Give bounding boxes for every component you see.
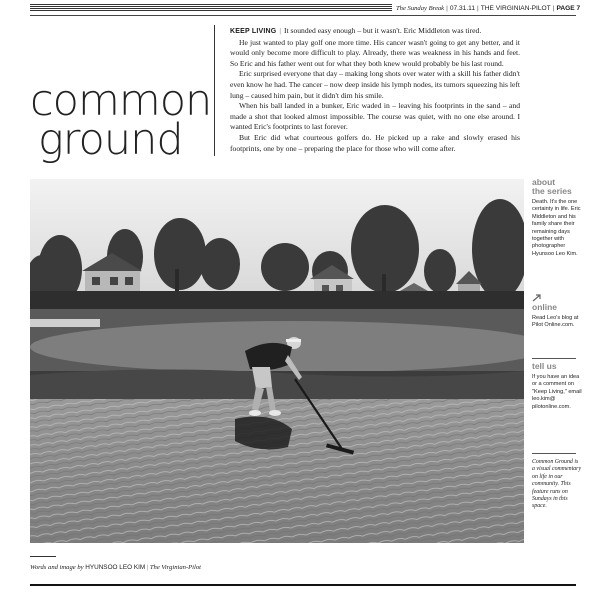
tellus-text: If you have an idea or a comment on "Keep Living," email leo.kim@ pilotonline.com. [532, 374, 582, 410]
story-paragraph: But Eric did what courteous golfers do. He picked up a rake and slowly erased his footprints, one by one – preparing the place for those who will come after. [230, 132, 520, 153]
header-stripes [30, 4, 392, 12]
story-paragraph: He just wanted to play golf one more time. His cancer wasn't going to get any better, and it would only become more difficult to play. Already, there was weakness in his hands and feet. So Eric and his father went out for what they both knew would probably be his last round. [230, 37, 520, 68]
online-text: Read Leo's blog at Pilot Online.com. [532, 315, 579, 329]
section-name: The Sunday Break [396, 5, 445, 12]
sidebar-about [532, 178, 582, 258]
credit-label: Words and image by [30, 564, 84, 571]
title-line-1: common [30, 76, 212, 126]
credit-org: The Virginian-Pilot [149, 564, 201, 571]
newspaper-name: THE VIRGINIAN-PILOT [480, 5, 551, 12]
page-title [30, 76, 212, 165]
credit-name: HYUNSOO LEO KIM [85, 564, 146, 571]
issue-date: 07.31.11 [449, 5, 476, 12]
story-text [230, 26, 520, 154]
story-paragraph: KEEP LIVING | It sounded easy enough – but it wasn't. Eric Middleton was tired. [230, 26, 482, 35]
header-rule [30, 15, 576, 16]
story-kicker: KEEP LIVING [230, 28, 277, 35]
golfer-raking-bunker-photo [30, 179, 524, 543]
story-paragraph: When his ball landed in a bunker, Eric waded in – leaving his footprints in the sand – and made a shot that looked almost impossible. The course was quiet, with no one else around. I wanted Eric's footprints to last forever. [230, 101, 520, 132]
about-heading: about [532, 177, 556, 187]
sidebar-divider [532, 358, 576, 359]
sidebar-series-note [532, 459, 582, 511]
feature-photo [30, 179, 524, 543]
arrow-icon [532, 294, 542, 302]
page-number: PAGE 7 [556, 5, 581, 12]
credit-rule [30, 556, 56, 557]
page-header: The Sunday Break | 07.31.11 | THE VIRGINIAN-PILOT | PAGE 7 [396, 5, 581, 12]
about-heading-2: the series [532, 186, 572, 196]
sidebar-divider [532, 453, 576, 454]
sidebar-tellus [532, 362, 582, 411]
story-paragraph: Eric surprised everyone that day – making long shots over water with a skill his father didn't even know he had. The cancer – now deep inside his lymph nodes, its tumors squeezing his left lung – caused him pain, but it didn't dim his smile. [230, 69, 520, 100]
sidebar-online [532, 294, 582, 330]
series-note-text: Common Ground is a visual commentary on life in our community. This feature runs on Sundays in this space. [532, 459, 582, 510]
about-text: Death. It's the one certainty in life. Eric Middleton and his family share their remaining days together with photographer Hyunsoo Leo Kim. [532, 199, 581, 257]
title-divider [214, 25, 215, 156]
title-line-2: ground [38, 115, 183, 165]
tellus-heading: tell us [532, 361, 557, 371]
bottom-rule [30, 584, 576, 586]
online-heading: online [532, 302, 558, 312]
photo-credit: Words and image by HYUNSOO LEO KIM | The Virginian-Pilot [30, 564, 201, 571]
